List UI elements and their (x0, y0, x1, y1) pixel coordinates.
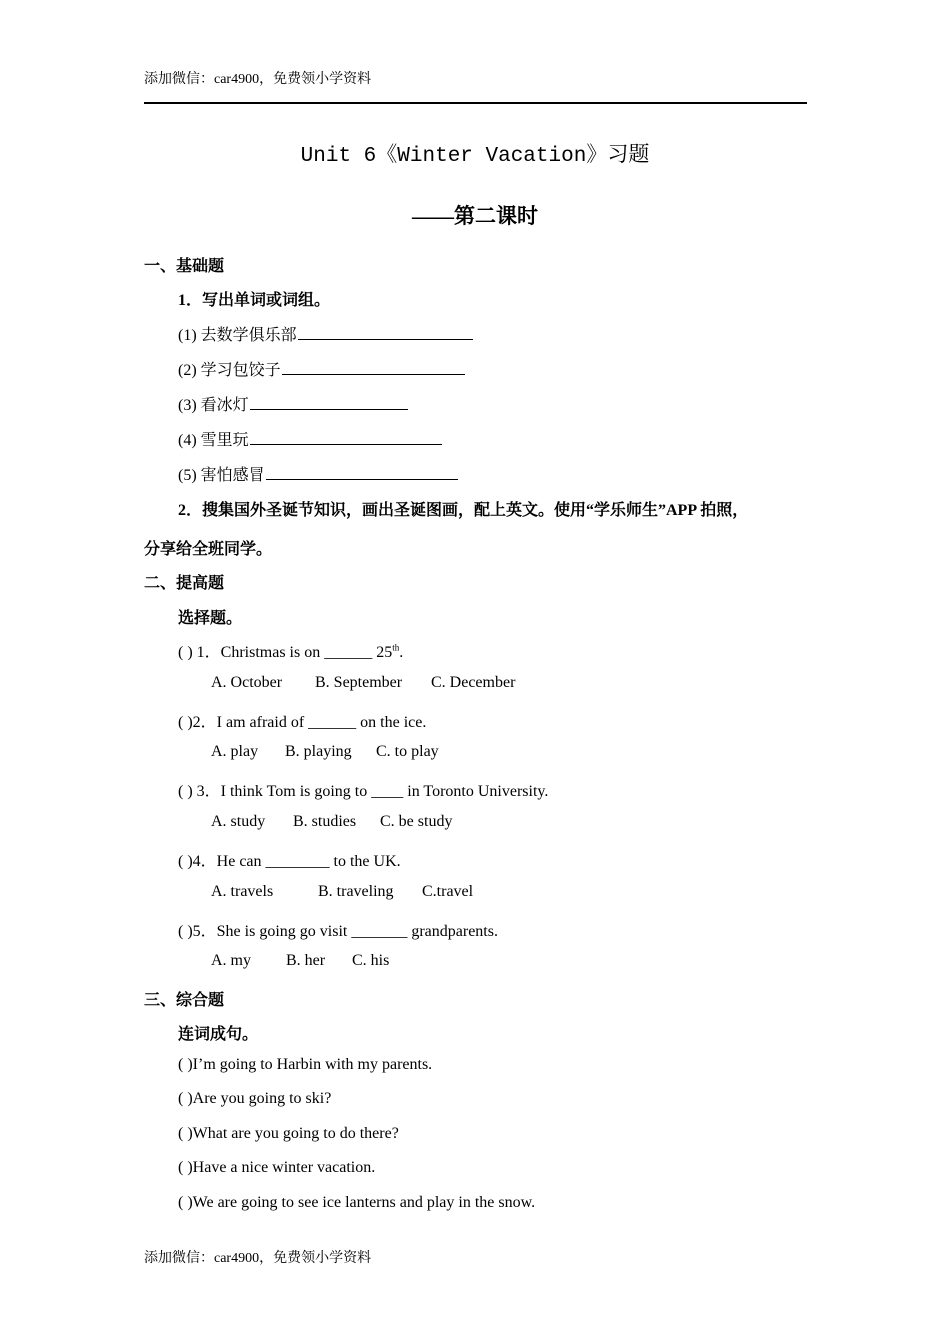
option-a[interactable]: A. play (211, 743, 259, 760)
ordering-sentence: ( )I’m going to Harbin with my parents. (178, 1056, 433, 1073)
mc-options-3 (211, 813, 452, 831)
fill-item (178, 322, 473, 345)
option-a[interactable]: A. study (211, 813, 266, 830)
mc-options-5 (211, 952, 389, 970)
option-c[interactable]: C. December (431, 674, 516, 691)
page-header: 添加微信：car4900，免费领小学资料 (144, 72, 372, 87)
mc-question-5: ( )5．She is going go visit _______ grandparents. (178, 923, 498, 940)
option-c[interactable]: C.travel (422, 883, 474, 900)
ordering-sentence: ( )Are you going to ski? (178, 1090, 332, 1107)
page-title: Unit 6《Winter Vacation》习题 (300, 145, 650, 168)
answer-blank[interactable] (250, 393, 408, 410)
option-c[interactable]: C. to play (376, 743, 439, 760)
option-b[interactable]: B. playing (285, 743, 352, 760)
page-subtitle: ——第二课时 (412, 204, 538, 228)
option-b[interactable]: B. traveling (318, 883, 394, 900)
fill-item-label: (1) 去数学俱乐部 (178, 327, 297, 344)
header-divider (144, 102, 807, 104)
option-a[interactable]: A. travels (211, 883, 274, 900)
mc-options-2 (211, 743, 439, 761)
mc-question-4: ( )4．He can ________ to the UK. (178, 853, 401, 870)
fill-item-label: (5) 害怕感冒 (178, 467, 265, 484)
ordering-sentence: ( )What are you going to do there? (178, 1125, 399, 1142)
mc-options-1 (211, 674, 515, 692)
ordering-sentence: ( )Have a nice winter vacation. (178, 1159, 376, 1176)
q1-prompt: 1．写出单词或词组。 (178, 292, 331, 309)
question-tail: . (399, 644, 404, 661)
mc-question-1 (178, 639, 403, 662)
fill-item (178, 357, 465, 380)
section3-instruction: 连词成句。 (178, 1026, 259, 1043)
mc-options-4 (211, 883, 473, 901)
option-c[interactable]: C. his (352, 952, 390, 969)
fill-item-label: (3) 看冰灯 (178, 397, 249, 414)
question-stem: ( ) 1．Christmas is on ______ 25 (178, 644, 393, 661)
fill-item (178, 462, 458, 485)
ordering-sentence: ( )We are going to see ice lanterns and play in the snow. (178, 1194, 536, 1211)
option-b[interactable]: B. September (315, 674, 403, 691)
superscript: th (392, 642, 400, 653)
answer-blank[interactable] (266, 463, 458, 480)
option-a[interactable]: A. my (211, 952, 251, 969)
fill-item (178, 427, 442, 450)
fill-item (178, 392, 408, 415)
mc-question-3: ( ) 3．I think Tom is going to ____ in Toronto University. (178, 783, 549, 800)
option-a[interactable]: A. October (211, 674, 283, 691)
option-b[interactable]: B. studies (293, 813, 357, 830)
answer-blank[interactable] (282, 358, 465, 375)
option-b[interactable]: B. her (286, 952, 326, 969)
section-heading-comprehensive: 三、综合题 (144, 992, 225, 1009)
fill-item-label: (2) 学习包饺子 (178, 362, 281, 379)
page-footer: 添加微信：car4900，免费领小学资料 (144, 1251, 372, 1266)
answer-blank[interactable] (298, 323, 473, 340)
section2-instruction: 选择题。 (178, 610, 243, 627)
answer-blank[interactable] (250, 428, 442, 445)
option-c[interactable]: C. be study (380, 813, 453, 830)
section-heading-basic: 一、基础题 (144, 258, 225, 275)
q2-line2: 分享给全班同学。 (144, 541, 273, 558)
section-heading-advanced: 二、提高题 (144, 575, 225, 592)
mc-question-2: ( )2．I am afraid of ______ on the ice. (178, 714, 427, 731)
q2-line1: 2．搜集国外圣诞节知识，画出圣诞图画，配上英文。使用“学乐师生”APP 拍照， (178, 502, 749, 519)
fill-item-label: (4) 雪里玩 (178, 432, 249, 449)
